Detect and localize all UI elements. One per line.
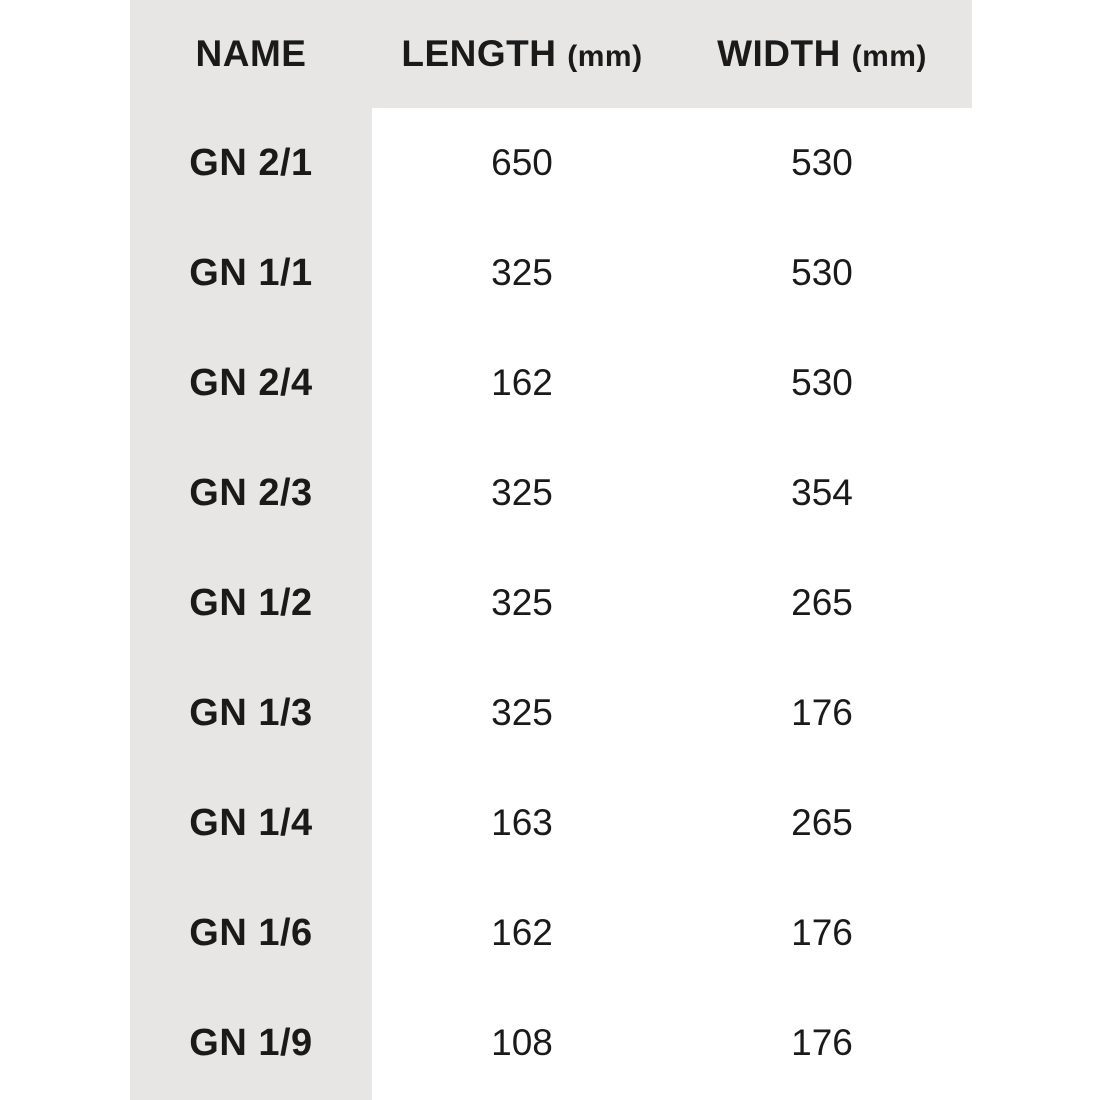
cell-width: 176 [791,912,853,953]
cell-width: 265 [791,582,853,623]
table-row [130,878,972,988]
cell-width: 530 [791,362,853,403]
table-header [130,0,972,108]
cell-length: 325 [491,472,553,513]
table-body [130,108,972,1098]
table-row [130,438,972,548]
column-header-length [372,0,672,108]
cell-length: 163 [491,802,553,843]
table-row [130,108,972,218]
column-header-width-unit: (mm) [851,40,927,73]
cell-name: GN 2/4 [189,361,313,404]
cell-name: GN 2/3 [189,471,313,514]
cell-length: 325 [491,252,553,293]
cell-length: 162 [491,362,553,403]
cell-name: GN 2/1 [189,141,313,184]
table-row [130,548,972,658]
table-row [130,328,972,438]
table-row [130,988,972,1098]
cell-name: GN 1/4 [189,801,313,844]
cell-name: GN 1/1 [189,251,313,294]
cell-width: 530 [791,142,853,183]
column-header-name-label: NAME [195,33,307,74]
cell-width: 265 [791,802,853,843]
cell-name: GN 1/3 [189,691,313,734]
column-header-width-label: WIDTH [717,33,841,74]
column-header-name [130,0,372,108]
cell-name: GN 1/9 [189,1021,313,1064]
cell-name: GN 1/2 [189,581,313,624]
cell-length: 325 [491,582,553,623]
cell-width: 176 [791,1022,853,1063]
column-header-length-label: LENGTH [401,33,557,74]
column-header-length-unit: (mm) [567,40,643,73]
cell-length: 162 [491,912,553,953]
cell-length: 108 [491,1022,553,1063]
header-row [130,0,972,108]
table-row [130,768,972,878]
table-row [130,658,972,768]
cell-name: GN 1/6 [189,911,313,954]
cell-width: 530 [791,252,853,293]
cell-length: 650 [491,142,553,183]
table-row [130,218,972,328]
gastronorm-size-table [130,0,972,1098]
column-header-width [672,0,972,108]
cell-width: 354 [791,472,853,513]
cell-length: 325 [491,692,553,733]
cell-width: 176 [791,692,853,733]
